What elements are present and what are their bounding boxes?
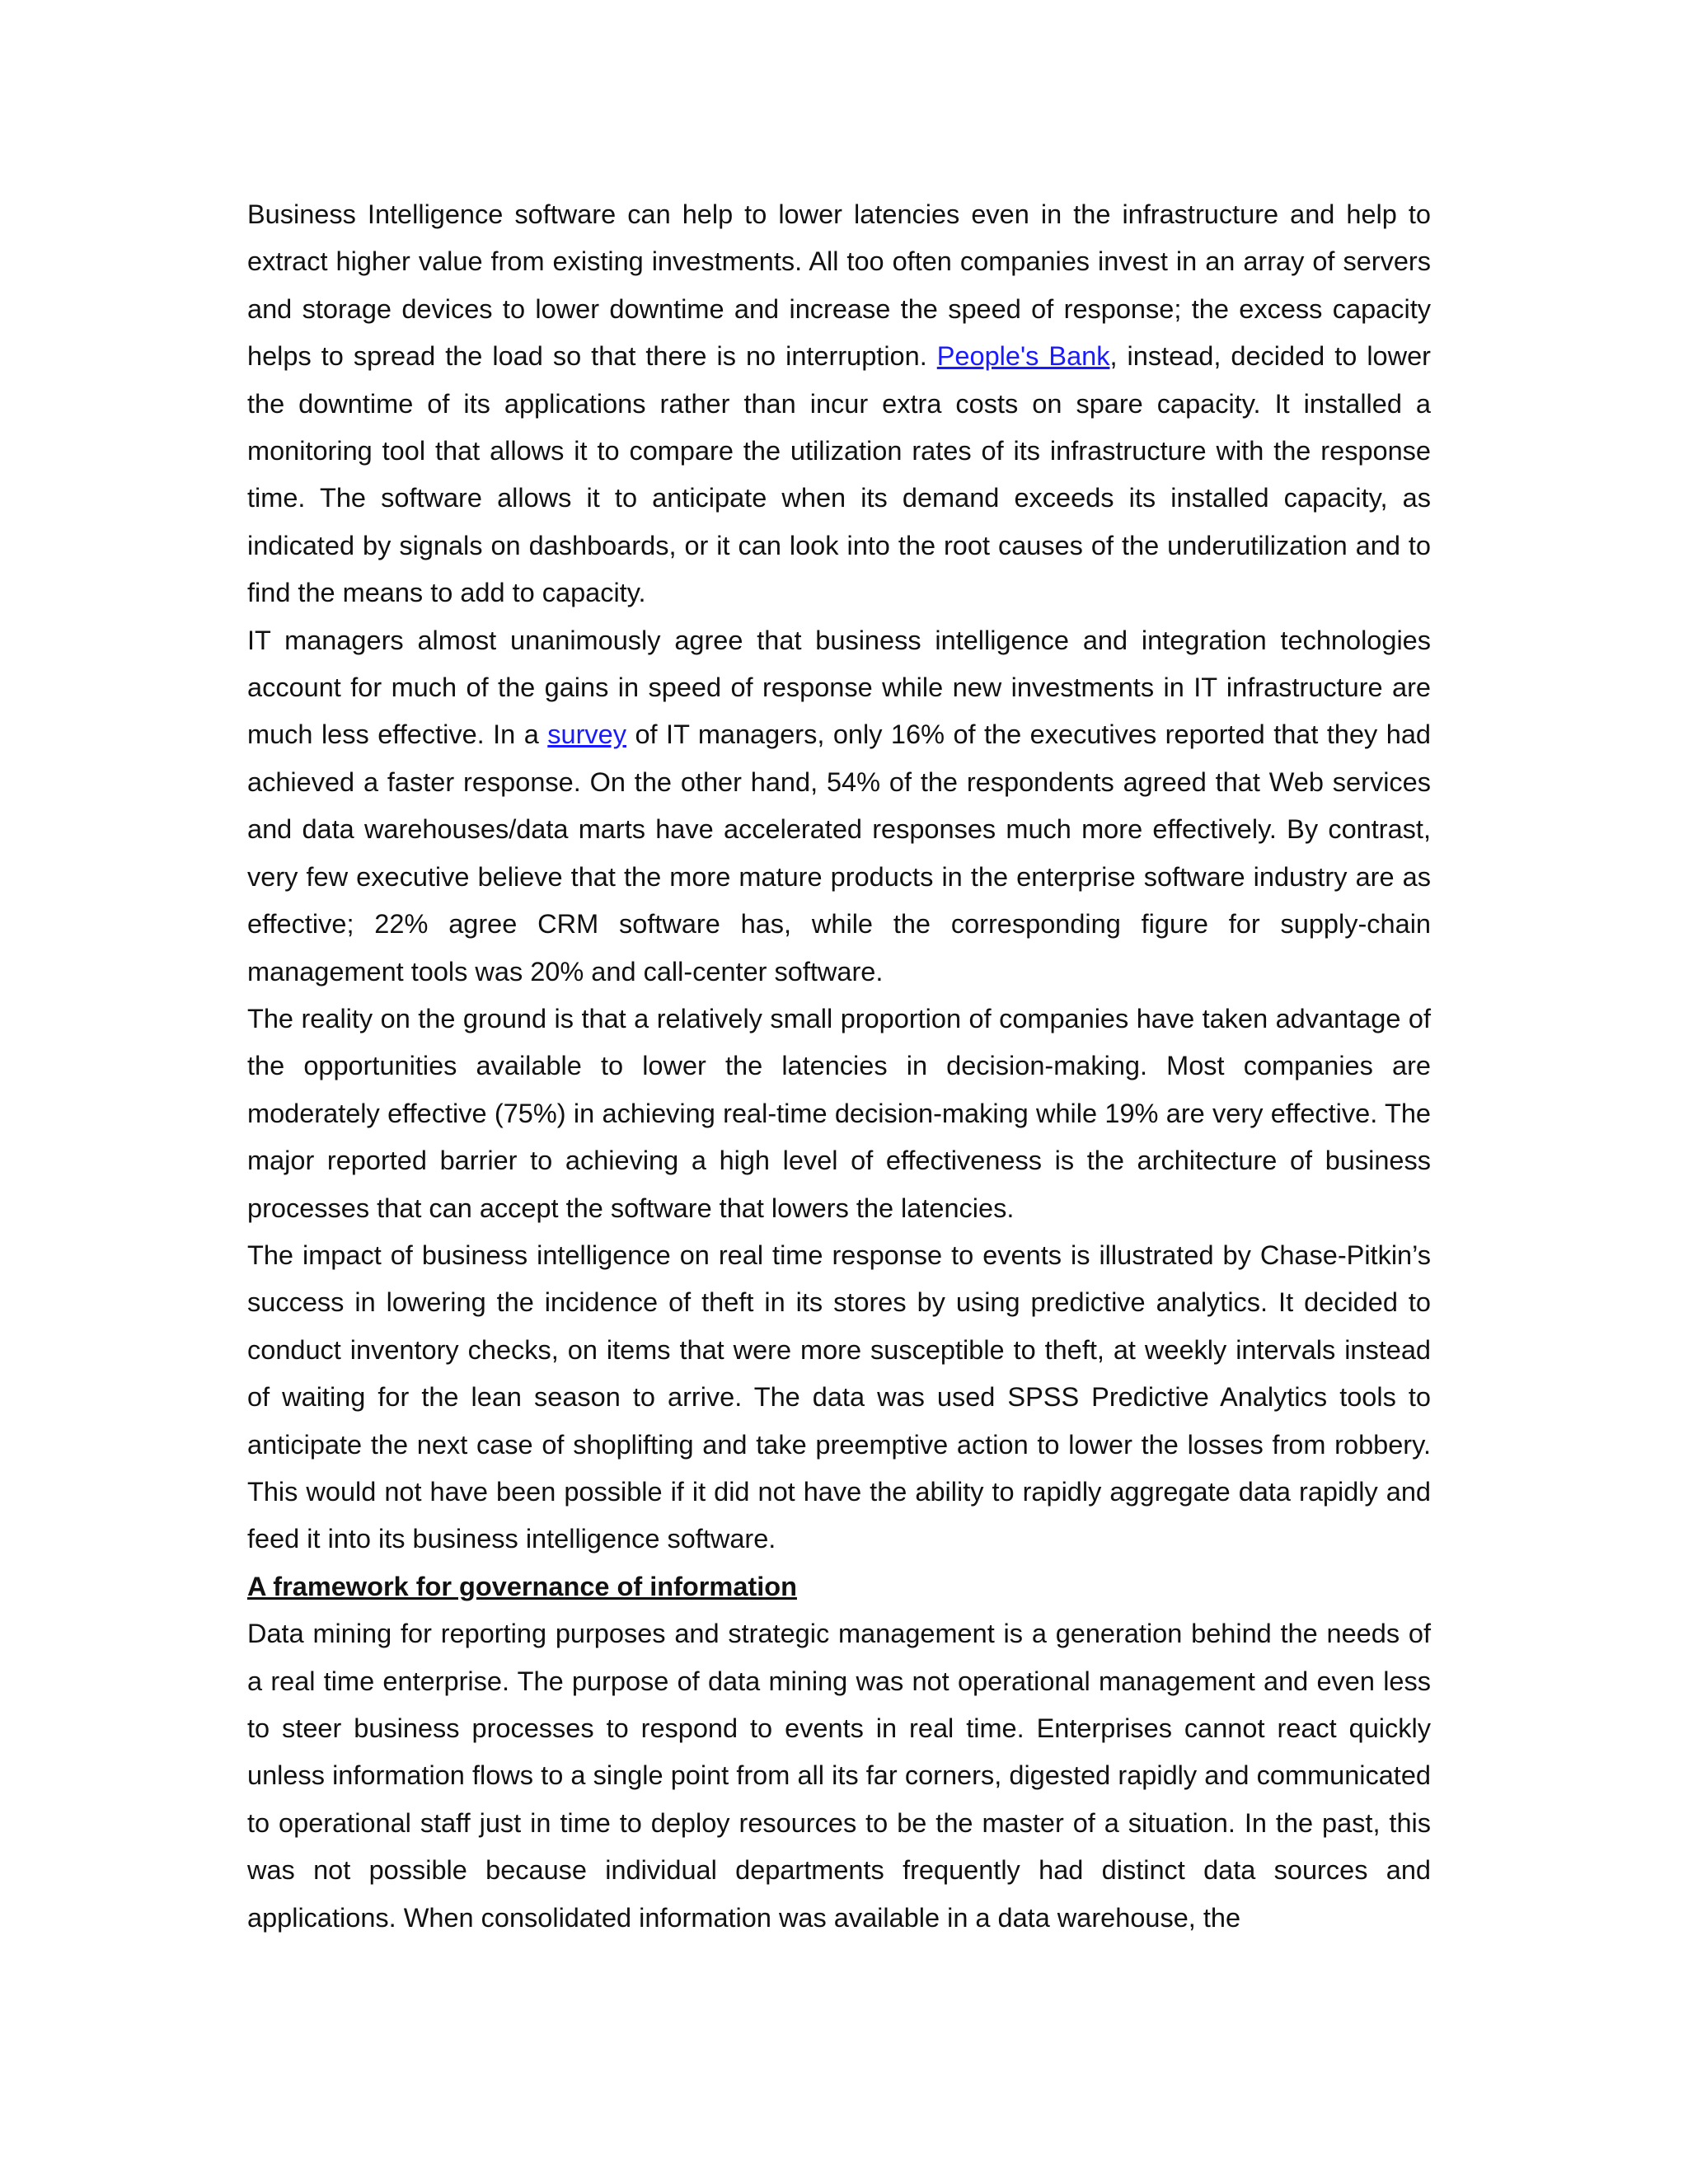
paragraph-text: IT managers almost unanimously agree that business intelligence and integration technologies account for much of the gains in speed of response while new investments in IT infrastructure are much less effective. In a xyxy=(247,625,1431,750)
section-heading-governance: A framework for governance of information xyxy=(247,1571,797,1601)
paragraph-text: of IT managers, only 16% of the executives reported that they had achieved a faster response. On the other hand, 54% of the respondents agreed that Web services and data warehouses/data marts have accelerated responses much more effectively. By contrast, very few executive believe that the more mature products in the enterprise software industry are as effective; 22% agree CRM software has, while the corresponding figure for supply-chain management tools was 20% and call-center software. xyxy=(247,719,1432,987)
survey-link[interactable]: survey xyxy=(547,719,627,750)
paragraph-text: Business Intelligence software can help to lower latencies even in the infrastructure and help to extract higher value from existing investments. All too often companies invest in an array of servers and storage devices to lower downtime and increase the speed of response; the excess capacity helps to spread the load so that there is no interruption. xyxy=(247,199,1431,372)
paragraph-it-managers-survey xyxy=(247,617,1431,996)
paragraph-chase-pitkin: The impact of business intelligence on real time response to events is illustrated by Chase-Pitkin’s success in lowering the incidence of theft in its stores by using predictive analytics. It decided to conduct inventory checks, on items that were more susceptible to theft, at weekly intervals instead of waiting for the lean season to arrive. The data was used SPSS Predictive Analytics tools to anticipate the next case of shoplifting and take preemptive action to lower the losses from robbery. This would not have been possible if it did not have the ability to rapidly aggregate data rapidly and feed it into its business intelligence software. xyxy=(247,1240,1431,1554)
paragraph-peoples-bank xyxy=(247,191,1431,617)
paragraph-data-mining: Data mining for reporting purposes and strategic management is a generation behind the needs of a real time enterprise. The purpose of data mining was not operational management and even less to steer business processes to respond to events in real time. Enterprises cannot react quickly unless information flows to a single point from all its far corners, digested rapidly and communicated to operational staff just in time to deploy resources to be the master of a situation. In the past, this was not possible because individual departments frequently had distinct data sources and applications. When consolidated information was available in a data warehouse, the xyxy=(247,1619,1431,1933)
paragraph-text: , instead, decided to lower the downtime of its applications rather than incur extra costs on spare capacity. It installed a monitoring tool that allows it to compare the utilization rates of its infrastructure with the response time. The software allows it to anticipate when its demand exceeds its installed capacity, as indicated by signals on dashboards, or it can look into the root causes of the underutilization and to find the means to add to capacity. xyxy=(247,341,1432,608)
peoples-bank-link[interactable]: People's Bank xyxy=(936,341,1110,372)
document-body xyxy=(247,191,1431,1942)
paragraph-reality-on-ground: The reality on the ground is that a relatively small proportion of companies have taken advantage of the opportunities available to lower the latencies in decision-making. Most companies are moderately effective (75%) in achieving real-time decision-making while 19% are very effective. The major reported barrier to achieving a high level of effectiveness is the architecture of business processes that can accept the software that lowers the latencies. xyxy=(247,1003,1431,1223)
